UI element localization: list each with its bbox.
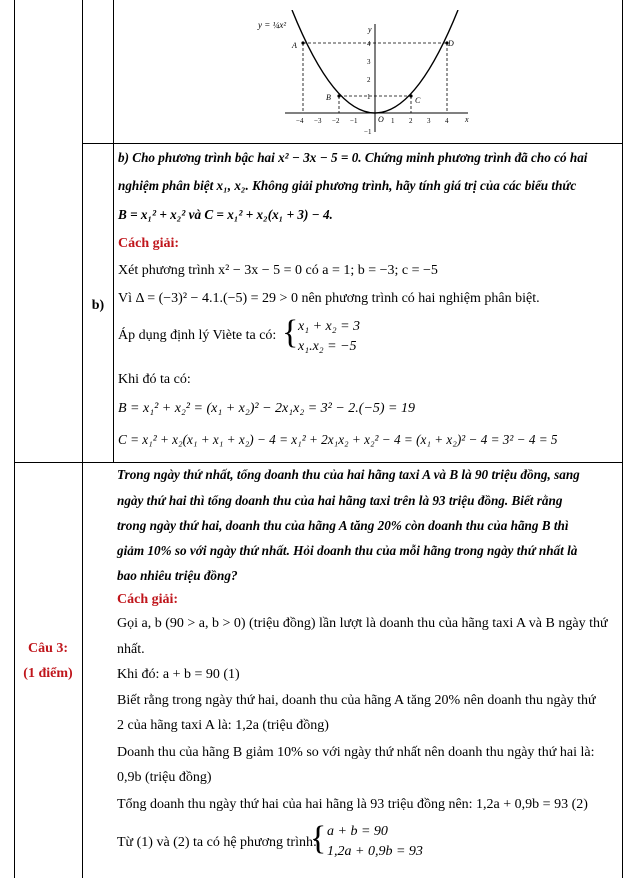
system-eq-2: 1,2a + 0,9b = 93 (327, 844, 423, 859)
part-b-line-5: B = x₁² + x₂² = (x₁ + x₂)² − 2x₁x₂ = 3² − 2.(−5) = 19 (118, 401, 416, 416)
part-b-line-2: Vì Δ = (−3)² − 4.1.(−5) = 29 > 0 nên phương trình có hai nghiệm phân biệt. (118, 291, 540, 306)
parabola-graph (240, 10, 480, 140)
question-3-line-7: 0,9b (triệu đồng) (117, 770, 212, 785)
part-b-line-3: Áp dụng định lý Viète ta có: (118, 328, 277, 343)
point-a-label: A (292, 41, 297, 50)
question-3-line-1: Gọi a, b (90 > a, b > 0) (triệu đồng) lần lượt là doanh thu của hãng taxi A và B ngày thứ (117, 616, 608, 631)
table-row-divider-2 (14, 462, 623, 463)
part-b-line-4: Khi đó ta có: (118, 372, 191, 387)
x-tick: 1 (391, 117, 395, 125)
question-3-line-8: Tổng doanh thu ngày thứ hai của hai hãng là 93 triệu đồng nên: 1,2a + 0,9b = 93 (2) (117, 797, 588, 812)
y-axis-label: y (368, 25, 372, 34)
x-tick: −2 (332, 117, 340, 125)
function-label: y = ¼x² (258, 20, 287, 30)
question-3-line-2: nhất. (117, 642, 145, 657)
question-3-problem-4: giảm 10% so với ngày thứ nhất. Hỏi doanh thu của mỗi hãng trong ngày thứ nhất là (117, 543, 578, 558)
y-tick: 2 (367, 76, 371, 84)
y-tick: 1 (367, 93, 371, 101)
question-3-problem-5: bao nhiêu triệu đồng? (117, 568, 238, 583)
origin-label: O (378, 115, 384, 124)
table-row-divider-1 (82, 143, 623, 144)
system-eq-1: a + b = 90 (327, 824, 388, 839)
x-tick: −4 (296, 117, 304, 125)
table-border-col1 (82, 0, 83, 878)
point-c-label: C (415, 96, 421, 105)
question-3-line-6: Doanh thu của hãng B giảm 10% so với ngày thứ nhất nên doanh thu ngày thứ hai là: (117, 745, 595, 760)
x-tick: −3 (314, 117, 322, 125)
x-tick: 4 (445, 117, 449, 125)
part-b-problem-3: B = x₁² + x₂² và C = x₁² + x₂(x₁ + 3) − 4. (118, 207, 333, 222)
point-b-label: B (326, 93, 331, 102)
question-3-line-3: Khi đó: a + b = 90 (1) (117, 667, 240, 682)
viete-eq-2: x₁.x₂ = −5 (298, 339, 357, 354)
x-tick: −1 (350, 117, 358, 125)
brace-symbol: { (282, 314, 299, 351)
question-3-line-5: 2 của hãng taxi A là: 1,2a (triệu đồng) (117, 718, 329, 733)
y-tick: −1 (364, 128, 372, 136)
part-b-label: b) (91, 298, 105, 313)
part-b-solution-title: Cách giải: (118, 236, 180, 251)
y-tick: 3 (367, 58, 371, 66)
x-tick: 2 (409, 117, 413, 125)
question-3-problem-3: trong ngày thứ hai, doanh thu của hãng A tăng 20% còn doanh thu của hãng B thì (117, 518, 569, 533)
table-border-right (622, 0, 623, 878)
part-b-problem-2: nghiệm phân biệt x₁, x₂. Không giải phương trình, hãy tính giá trị của các biểu thức (118, 178, 577, 193)
question-3-solution-title: Cách giải: (117, 592, 179, 607)
question-3-points: (1 điểm) (23, 666, 73, 681)
table-border-left (14, 0, 15, 878)
point-d-label: D (448, 39, 454, 48)
question-3-line-9: Từ (1) và (2) ta có hệ phương trình: (117, 835, 317, 850)
table-border-col2 (113, 0, 114, 462)
x-tick: 3 (427, 117, 431, 125)
x-axis-label: x (465, 115, 469, 124)
question-3-label: Câu 3: (27, 641, 69, 656)
brace-symbol: { (310, 820, 327, 857)
part-b-problem-1: b) Cho phương trình bậc hai x² − 3x − 5 = 0. Chứng minh phương trình đã cho có hai (118, 150, 588, 165)
viete-eq-1: x₁ + x₂ = 3 (298, 319, 361, 334)
y-tick: 4 (367, 40, 371, 48)
part-b-line-6: C = x₁² + x₂(x₁ + x₁ + x₂) − 4 = x₁² + 2x₁x₂ + x₂² − 4 = (x₁ + x₂)² − 4 = 3² − 4 = 5 (118, 432, 558, 447)
part-b-line-1: Xét phương trình x² − 3x − 5 = 0 có a = 1; b = −3; c = −5 (118, 263, 438, 278)
question-3-problem-1: Trong ngày thứ nhất, tổng doanh thu của hai hãng taxi A và B là 90 triệu đồng, sang (117, 467, 580, 482)
question-3-problem-2: ngày thứ hai thì tổng doanh thu của hai hãng taxi trên là 93 triệu đồng. Biết rằng (117, 493, 563, 508)
question-3-line-4: Biết rằng trong ngày thứ hai, doanh thu của hãng A tăng 20% nên doanh thu ngày thứ (117, 693, 596, 708)
